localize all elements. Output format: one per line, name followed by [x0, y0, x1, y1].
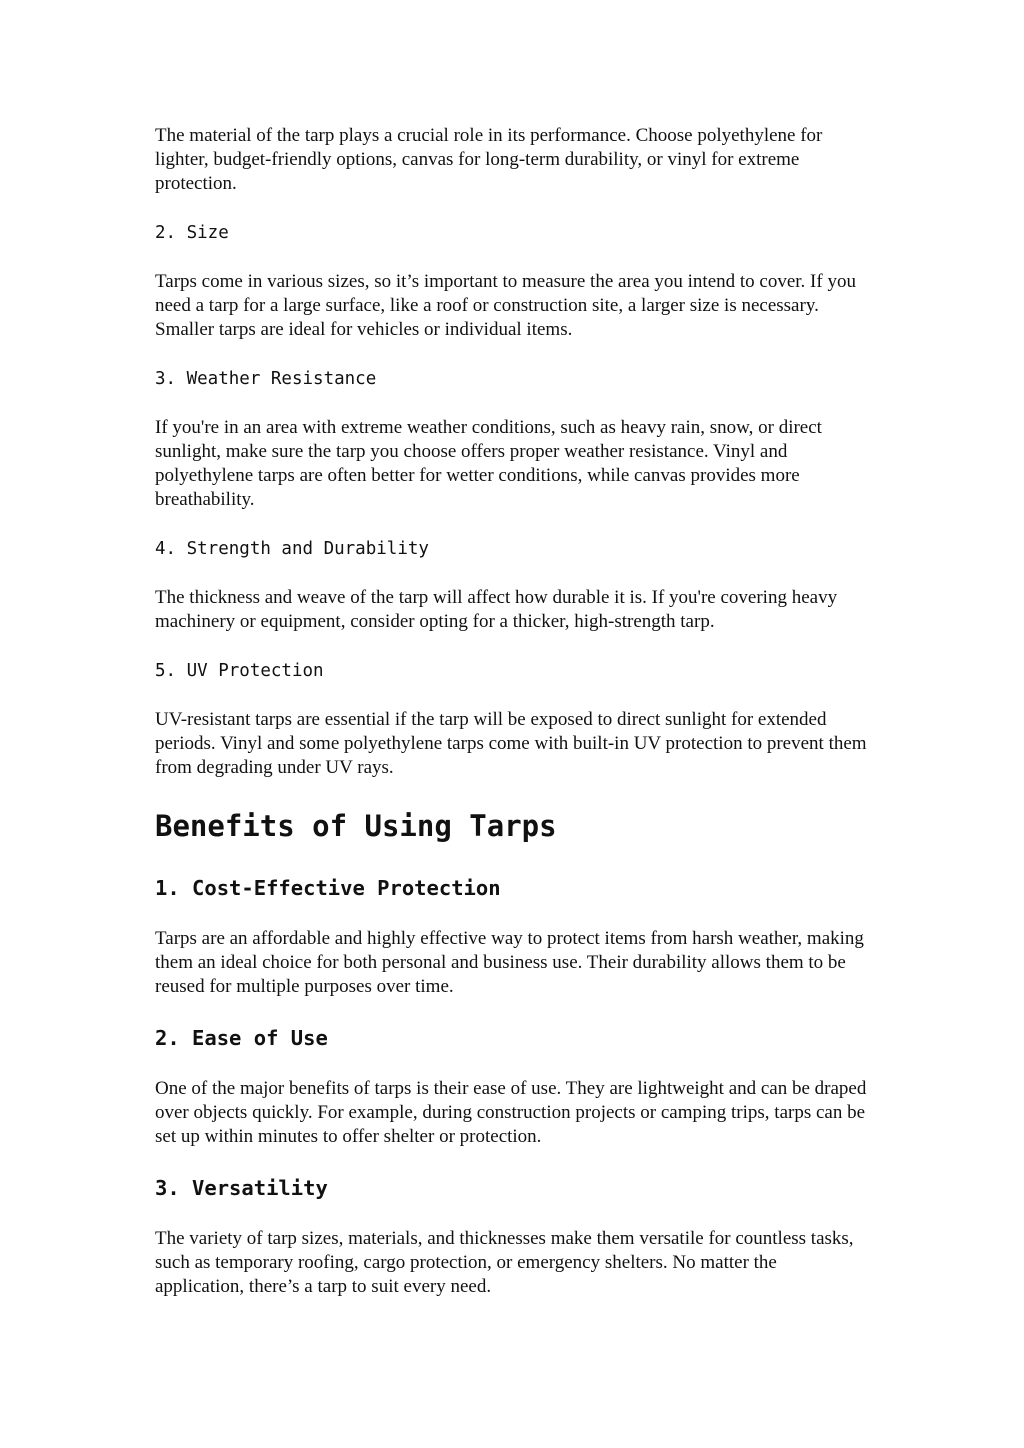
factor-body-strength-durability: The thickness and weave of the tarp will affect how durable it is. If you're covering heavy machinery or equipment, consider opting for a thicker, high-strength tarp.: [155, 587, 838, 632]
benefit-heading-versatility: 3. Versatility: [155, 1176, 328, 1200]
factor-heading-size: 2. Size: [155, 223, 229, 243]
benefit-heading-ease-of-use: 2. Ease of Use: [155, 1026, 328, 1050]
benefit-heading-cost-effective: 1. Cost-Effective Protection: [155, 876, 501, 900]
factor-heading-uv-protection: 5. UV Protection: [155, 661, 324, 681]
factor-body-size: Tarps come in various sizes, so it’s important to measure the area you intend to cover. If you need a tarp for a large surface, like a roof or construction site, a larger size is necessary. Smaller tarps are ideal for vehicles or individual items.: [155, 271, 856, 340]
factor-heading-strength-durability: 4. Strength and Durability: [155, 539, 429, 559]
material-paragraph: The material of the tarp plays a crucial role in its performance. Choose polyethylene for lighter, budget-friendly options, canvas for long-term durability, or vinyl for extreme protection.: [155, 125, 823, 194]
factor-body-weather-resistance: If you're in an area with extreme weather conditions, such as heavy rain, snow, or direct sunlight, make sure the tarp you choose offers proper weather resistance. Vinyl and polyethylene tarps are often better for wetter conditions, while canvas provides more breathability.: [155, 417, 822, 510]
benefit-body-ease-of-use: One of the major benefits of tarps is their ease of use. They are lightweight and can be draped over objects quickly. For example, during construction projects or camping trips, tarps can be set up within minutes to offer shelter or protection.: [155, 1078, 867, 1147]
benefit-body-versatility: The variety of tarp sizes, materials, and thicknesses make them versatile for countless tasks, such as temporary roofing, cargo protection, or emergency shelters. No matter the application, there’s a tarp to suit every need.: [155, 1228, 854, 1297]
benefits-section-title: Benefits of Using Tarps: [155, 809, 557, 843]
benefit-body-cost-effective: Tarps are an affordable and highly effective way to protect items from harsh weather, making them an ideal choice for both personal and business use. Their durability allows them to be reused for multiple purposes over time.: [155, 928, 864, 997]
document-content: [155, 124, 870, 1299]
factor-body-uv-protection: UV-resistant tarps are essential if the tarp will be exposed to direct sunlight for extended periods. Vinyl and some polyethylene tarps come with built-in UV protection to prevent them from degrading under UV rays.: [155, 709, 867, 778]
factor-heading-weather-resistance: 3. Weather Resistance: [155, 369, 377, 389]
